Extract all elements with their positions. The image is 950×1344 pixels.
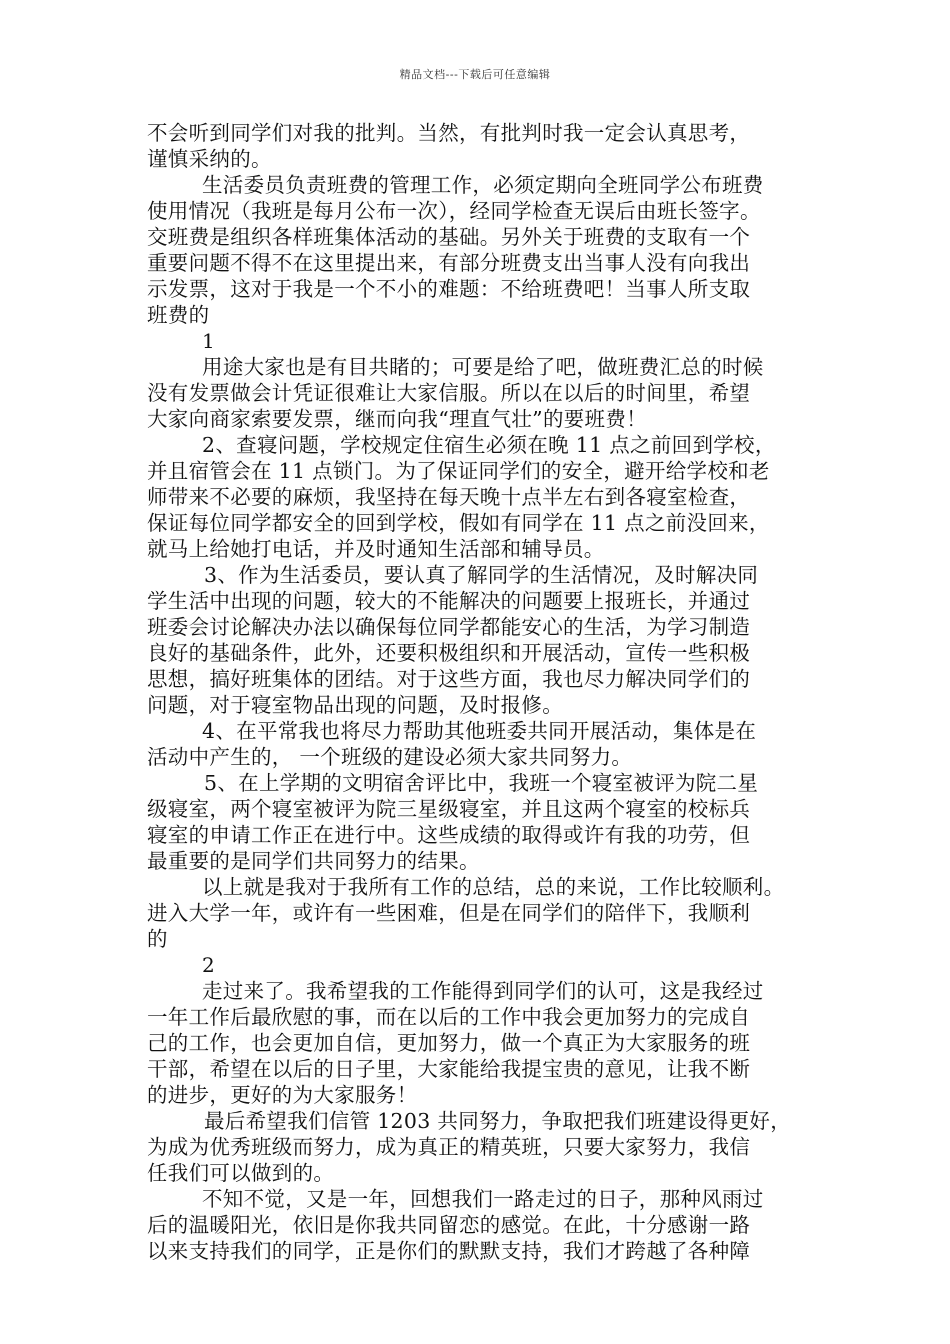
document-body — [147, 120, 807, 1264]
text-line: 示发票，这对于我是一个不小的难题：不给班费吧！当事人所支取 — [147, 277, 751, 301]
text-line: 谨慎采纳的。 — [147, 147, 272, 171]
text-line: 的进步，更好的为大家服务！ — [147, 1083, 418, 1107]
text-line: 的 — [147, 927, 168, 951]
text-line: 就马上给她打电话，并及时通知生活部和辅导员。 — [147, 537, 605, 561]
text-line: 大家向商家索要发票，继而向我“理直气壮”的要班费！ — [147, 407, 647, 431]
text-line: 以来支持我们的同学，正是你们的默默支持，我们才跨越了各种障 — [147, 1239, 751, 1263]
text-line: 不会听到同学们对我的批判。当然，有批判时我一定会认真思考， — [147, 121, 751, 145]
text-line: 交班费是组织各样班集体活动的基础。另外关于班费的支取有一个 — [147, 225, 751, 249]
text-line: 并且宿管会在 11 点锁门。为了保证同学们的安全，避开给学校和老 — [147, 459, 770, 483]
text-line: 没有发票做会计凭证很难让大家信服。所以在以后的时间里，希望 — [147, 381, 751, 405]
text-line: 思想，搞好班集体的团结。对于这些方面，我也尽力解决同学们的 — [147, 667, 751, 691]
paragraph-start: 5、在上学期的文明宿舍评比中，我班一个寝室被评为院二星 — [204, 771, 759, 795]
text-line: 为成为优秀班级而努力，成为真正的精英班，只要大家努力，我信 — [147, 1135, 751, 1159]
text-line: 问题，对于寝室物品出现的问题，及时报修。 — [147, 693, 563, 717]
paragraph-start: 用途大家也是有目共睹的；可要是给了吧，做班费汇总的时候 — [202, 355, 764, 379]
text-line: 学生活中出现的问题，较大的不能解决的问题要上报班长，并通过 — [147, 589, 751, 613]
paragraph-start: 以上就是我对于我所有工作的总结，总的来说，工作比较顺利。 — [202, 875, 785, 899]
paragraph-start: 走过来了。我希望我的工作能得到同学们的认可，这是我经过 — [202, 979, 764, 1003]
page-number: 2 — [202, 953, 215, 977]
paragraph-start: 3、作为生活委员，要认真了解同学的生活情况，及时解决同 — [204, 563, 759, 587]
paragraph-start: 2、查寝问题，学校规定住宿生必须在晚 11 点之前回到学校， — [202, 433, 776, 457]
text-line: 班委会讨论解决办法以确保每位同学都能安心的生活，为学习制造 — [147, 615, 751, 639]
text-line: 最重要的是同学们共同努力的结果。 — [147, 849, 480, 873]
text-line: 良好的基础条件，此外，还要积极组织和开展活动，宣传一些积极 — [147, 641, 751, 665]
text-line: 班费的 — [147, 303, 210, 327]
page-number: 1 — [202, 329, 215, 353]
text-line: 重要问题不得不在这里提出来，有部分班费支出当事人没有向我出 — [147, 251, 751, 275]
page-header: 精品文档---下载后可任意编辑 — [399, 68, 551, 81]
text-line: 活动中产生的， 一个班级的建设必须大家共同努力。 — [147, 745, 633, 769]
text-line: 进入大学一年，或许有一些困难，但是在同学们的陪伴下，我顺利 — [147, 901, 751, 925]
text-line: 任我们可以做到的。 — [147, 1161, 335, 1185]
text-line: 师带来不必要的麻烦，我坚持在每天晚十点半左右到各寝室检查， — [147, 485, 751, 509]
text-line: 寝室的申请工作正在进行中。这些成绩的取得或许有我的功劳，但 — [147, 823, 751, 847]
paragraph-start: 最后希望我们信管 1203 共同努力，争取把我们班建设得更好， — [204, 1109, 792, 1133]
text-line: 级寝室，两个寝室被评为院三星级寝室，并且这两个寝室的校标兵 — [147, 797, 751, 821]
paragraph-start: 4、在平常我也将尽力帮助其他班委共同开展活动，集体是在 — [202, 719, 757, 743]
text-line: 使用情况（我班是每月公布一次），经同学检查无误后由班长签字。 — [147, 199, 761, 223]
paragraph-start: 不知不觉，又是一年，回想我们一路走过的日子，那种风雨过 — [202, 1187, 764, 1211]
text-line: 保证每位同学都安全的回到学校，假如有同学在 11 点之前没回来， — [147, 511, 770, 535]
text-line: 一年工作后最欣慰的事，而在以后的工作中我会更加努力的完成自 — [147, 1005, 751, 1029]
paragraph-start: 生活委员负责班费的管理工作，必须定期向全班同学公布班费 — [202, 173, 764, 197]
text-line: 己的工作，也会更加自信，更加努力，做一个真正为大家服务的班 — [147, 1031, 751, 1055]
text-line: 后的温暖阳光，依旧是你我共同留恋的感觉。在此，十分感谢一路 — [147, 1213, 751, 1237]
text-line: 干部，希望在以后的日子里，大家能给我提宝贵的意见，让我不断 — [147, 1057, 751, 1081]
